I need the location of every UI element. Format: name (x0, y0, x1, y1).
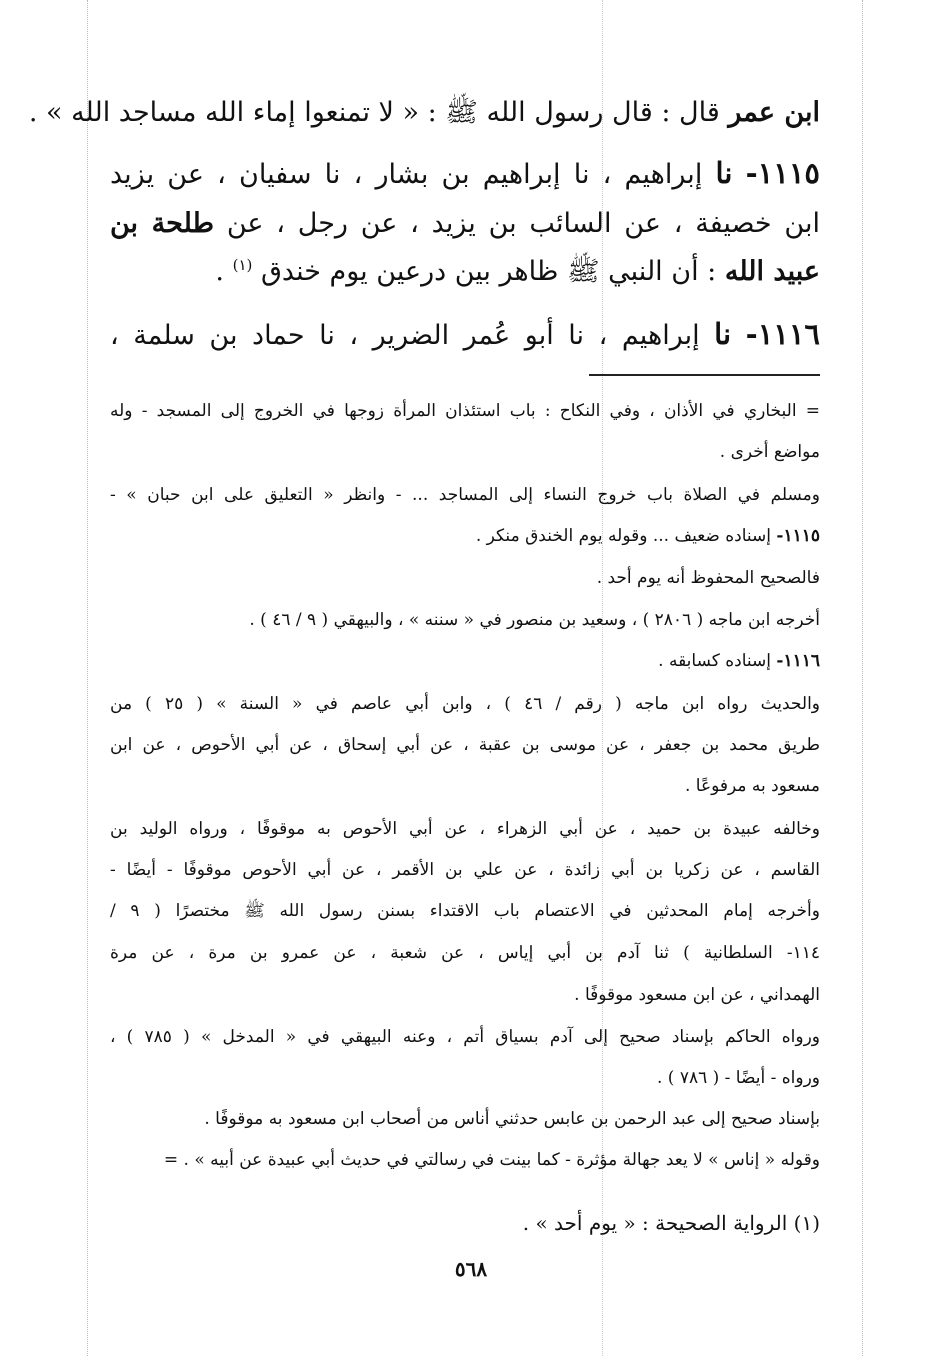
footnote-line: وقوله « إناس » لا يعد جهالة مؤثرة - كما بينت في رسالتي في حديث أبي عبيدة عن أبيه » . = (163, 1150, 820, 1170)
footnote-text: إسناده كسابقه . (658, 651, 771, 671)
main-text: إبراهيم ، نا إبراهيم بن بشار ، نا سفيان ، عن يزيد (110, 159, 703, 190)
footnote-line (110, 521, 820, 551)
footnote-hadith-number: ١١١٥- (776, 526, 820, 546)
hadith-number: ١١١٥- (745, 156, 820, 190)
main-line-2 (110, 148, 820, 198)
footnote-line: القاسم ، عن زكريا بن أبي زائدة ، عن علي بن الأقمر ، عن أبي الأحوص موقوفًا - أيضًا - (110, 860, 820, 880)
footnote-line: وأخرجه إمام المحدثين في الاعتصام باب الاقتداء بسنن رسول الله ﷺ مختصرًا ( ٩ / (110, 901, 820, 921)
footnote-line: فالصحيح المحفوظ أنه يوم أحد . (596, 568, 820, 588)
footnote-line: وخالفه عبيدة بن حميد ، عن أبي الزهراء ، عن أبي الأحوص به موقوفًا ، ورواه الوليد بن (110, 819, 820, 839)
narrator-name: ابن عمر (728, 97, 820, 128)
footnote-separator (589, 374, 820, 376)
scan-dotted-line (87, 0, 88, 1356)
footnote-line: بإسناد صحيح إلى عبد الرحمن بن عابس حدثني أناس من أصحاب ابن مسعود به موقوفًا . (204, 1109, 820, 1129)
footnote-line (110, 646, 820, 676)
footnote-line: والحديث رواه ابن ماجه ( رقم / ٤٦ ) ، وابن أبي عاصم في « السنة » ( ٢٥ ) من (110, 694, 821, 714)
page-footnote: (١) الرواية الصحيحة : « يوم أحد » . (522, 1211, 820, 1235)
hadith-number: ١١١٦- (745, 317, 820, 351)
main-line-4 (110, 247, 820, 297)
footnote-text: إسناده ضعيف ... وقوله يوم الخندق منكر . (475, 526, 771, 546)
hadith-na: نا (714, 317, 732, 351)
narrator-name: طلحة بن (110, 208, 215, 239)
footnote-hadith-number: ١١١٦- (776, 651, 820, 671)
main-line-5 (110, 309, 820, 359)
page-number: ٥٦٨ (454, 1257, 488, 1281)
footnote-line: ورواه الحاكم بإسناد صحيح إلى آدم بسياق أتم ، وعنه البيهقي في « المدخل » ( ٧٨٥ ) ، (110, 1027, 820, 1047)
hadith-na: نا (715, 156, 733, 190)
footnote-line: ١١٤- السلطانية ) ثنا آدم بن أبي إياس ، عن شعبة ، عن عمرو بن مرة ، عن مرة (110, 943, 820, 963)
footnote-line: مسعود به مرفوعًا . (684, 776, 820, 796)
scan-dotted-line (862, 0, 863, 1356)
main-line-3 (110, 199, 820, 249)
main-text: ابن خصيفة ، عن السائب بن يزيد ، عن رجل ، عن (226, 208, 820, 239)
footnote-line: مواضع أخرى . (719, 442, 820, 462)
main-text: إبراهيم ، نا أبو عُمر الضرير ، نا حماد بن سلمة ، (110, 320, 700, 351)
footnote-line: الهمداني ، عن ابن مسعود موقوفًا . (574, 985, 820, 1005)
footnote-line: ورواه - أيضًا - ( ٧٨٦ ) . (656, 1068, 820, 1088)
footnote-line: طريق محمد بن جعفر ، عن موسى بن عقبة ، عن أبي إسحاق ، عن أبي الأحوص ، عن ابن (110, 735, 820, 755)
main-text: قال : قال رسول الله ﷺ : « لا تمنعوا إماء الله مساجد الله » . (28, 97, 720, 128)
main-text: : أن النبي ﷺ ظاهر بين درعين يوم خندق (260, 256, 717, 287)
main-text: . (215, 256, 224, 287)
footnote-reference: (١) (232, 256, 253, 274)
footnote-line: ومسلم في الصلاة باب خروج النساء إلى المساجد ... - وانظر « التعليق على ابن حبان » - (110, 485, 820, 505)
narrator-name: عبيد الله (724, 256, 820, 287)
main-line-1 (28, 88, 820, 138)
footnote-line: = البخاري في الأذان ، وفي النكاح : باب استئذان المرأة زوجها في الخروج إلى المسجد - وله (110, 401, 820, 421)
footnote-line: أخرجه ابن ماجه ( ٢٨٠٦ ) ، وسعيد بن منصور في « سننه » ، والبيهقي ( ٩ / ٤٦ ) . (249, 610, 820, 630)
